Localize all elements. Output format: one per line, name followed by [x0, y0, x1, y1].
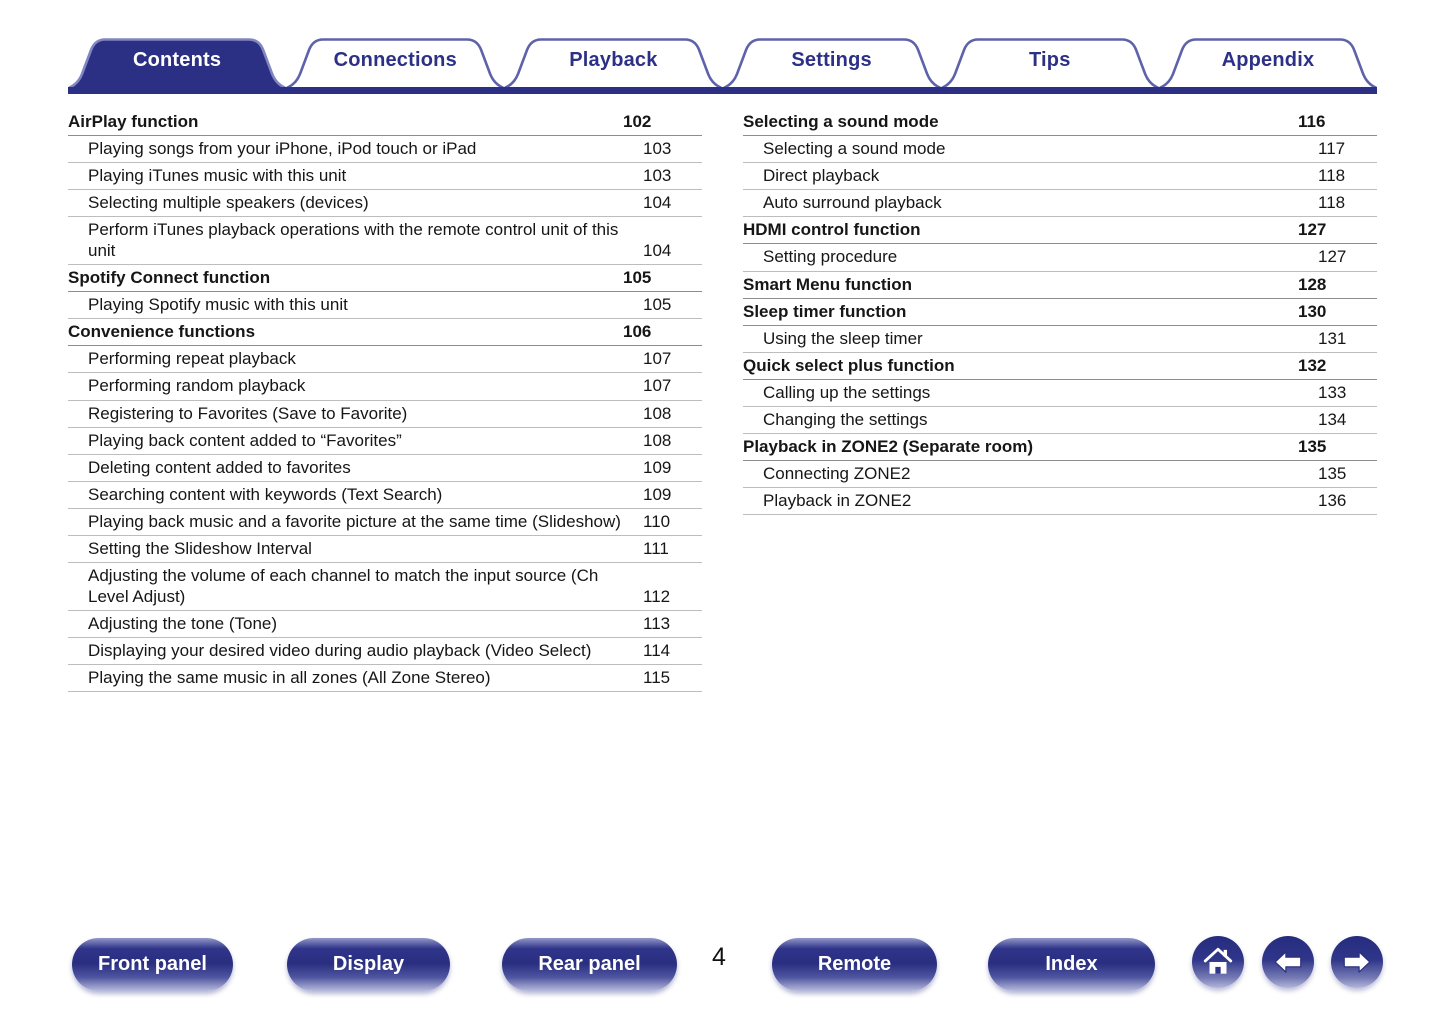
toc-sub-entry[interactable] [743, 190, 1377, 217]
toc-section-entry[interactable] [743, 272, 1377, 299]
toc-entry-page: 115 [643, 667, 671, 687]
toc-section-entry[interactable] [68, 109, 702, 136]
toc-entry-title: Playing the same music in all zones (All Zone Stereo) [88, 667, 491, 687]
toc-entry-page: 106 [623, 322, 652, 342]
toc-sub-entry[interactable] [68, 455, 702, 482]
toc-entry-page: 112 [643, 586, 671, 606]
toc-sub-entry[interactable] [68, 509, 702, 536]
toc-entry-title: Spotify Connect function [68, 268, 271, 288]
toc-sub-entry[interactable] [743, 136, 1377, 163]
toc-entry-page: 110 [643, 511, 671, 531]
toc-sub-entry[interactable] [68, 611, 702, 638]
rear-panel-button[interactable] [502, 938, 677, 991]
toc-sub-entry[interactable] [743, 326, 1377, 353]
toc-sub-entry[interactable] [68, 292, 702, 319]
toc-entry-title: Playing Spotify music with this unit [88, 295, 348, 315]
tab-label: Connections [333, 49, 457, 71]
tab-appendix[interactable] [1159, 36, 1377, 88]
button-label: Rear panel [538, 953, 641, 975]
tab-label: Playback [569, 49, 658, 71]
toc-entry-page: 133 [1318, 382, 1347, 402]
toc-entry-title: Selecting multiple speakers (devices) [88, 193, 369, 213]
toc-entry-page: 111 [643, 539, 669, 558]
forward-arrow-icon[interactable] [1331, 936, 1383, 988]
tab-bar [68, 36, 1377, 88]
toc-sub-entry[interactable] [68, 563, 702, 611]
toc-section-entry[interactable] [68, 265, 702, 292]
toc-column-right [743, 109, 1377, 515]
toc-sub-entry[interactable] [68, 482, 702, 509]
button-label: Index [1045, 953, 1098, 975]
toc-entry-title: Deleting content added to favorites [88, 457, 351, 477]
toc-entry-title: Adjusting the volume of each channel to match the input source (Ch Level Adjust) [88, 566, 599, 606]
toc-entry-page: 117 [1318, 139, 1346, 159]
toc-section-entry[interactable] [743, 109, 1377, 136]
toc-sub-entry[interactable] [743, 407, 1377, 434]
toc-entry-page: 107 [643, 349, 672, 369]
toc-sub-entry[interactable] [68, 536, 702, 563]
toc-entry-page: 132 [1298, 355, 1327, 375]
toc-sub-entry[interactable] [68, 217, 702, 265]
page-number: 4 [712, 943, 726, 971]
toc-entry-page: 114 [643, 640, 671, 660]
toc-entry-page: 103 [643, 139, 672, 159]
toc-entry-title: AirPlay function [68, 112, 199, 131]
toc-entry-page: 109 [643, 457, 672, 477]
home-icon[interactable] [1192, 936, 1244, 988]
toc-entry-page: 130 [1298, 301, 1327, 321]
toc-entry-title: Direct playback [763, 166, 880, 186]
toc-entry-page: 105 [623, 268, 652, 288]
toc-entry-page: 116 [1298, 112, 1326, 131]
toc-entry-page: 127 [1318, 247, 1347, 267]
toc-entry-title: Selecting a sound mode [763, 139, 946, 159]
toc-entry-page: 135 [1298, 437, 1327, 457]
toc-entry-page: 105 [643, 295, 672, 315]
button-label: Display [332, 953, 405, 975]
toc-entry-page: 118 [1318, 193, 1346, 213]
display-button[interactable] [287, 938, 450, 991]
toc-entry-title: Playing back music and a favorite picture at the same time (Slideshow) [88, 511, 621, 531]
toc-entry-page: 128 [1298, 274, 1327, 294]
toc-entry-title: Convenience functions [68, 322, 256, 342]
toc-column-left [68, 109, 702, 692]
toc-entry-title: Playing iTunes music with this unit [88, 166, 347, 186]
toc-section-entry[interactable] [743, 353, 1377, 380]
toc-entry-title: Performing repeat playback [88, 349, 296, 369]
tab-playback[interactable] [504, 36, 722, 88]
toc-sub-entry[interactable] [68, 163, 702, 190]
front-panel-button[interactable] [72, 938, 233, 991]
toc-entry-page: 107 [643, 376, 672, 396]
tab-settings[interactable] [723, 36, 941, 88]
tab-underline-bar [68, 87, 1377, 94]
toc-sub-entry[interactable] [68, 346, 702, 373]
back-arrow-icon[interactable] [1262, 936, 1314, 988]
toc-sub-entry[interactable] [68, 401, 702, 428]
toc-entry-title: Setting procedure [763, 247, 898, 267]
toc-entry-title: Displaying your desired video during audio playback (Video Select) [88, 640, 592, 660]
index-button[interactable] [988, 938, 1155, 991]
toc-entry-title: Playback in ZONE2 [763, 491, 912, 511]
toc-entry-title: Performing random playback [88, 376, 306, 396]
toc-entry-title: Changing the settings [763, 410, 928, 430]
toc-sub-entry[interactable] [743, 461, 1377, 488]
toc-entry-title: Selecting a sound mode [743, 112, 939, 131]
toc-entry-title: Adjusting the tone (Tone) [88, 613, 278, 633]
toc-sub-entry[interactable] [743, 488, 1377, 515]
toc-sub-entry[interactable] [68, 638, 702, 665]
toc-entry-title: Playing back content added to “Favorites” [88, 430, 402, 450]
toc-entry-page: 102 [623, 112, 652, 131]
tab-label: Appendix [1221, 49, 1315, 71]
toc-entry-title: Smart Menu function [743, 274, 913, 294]
toc-entry-title: Setting the Slideshow Interval [88, 539, 312, 558]
toc-section-entry[interactable] [743, 217, 1377, 244]
toc-entry-title: Searching content with keywords (Text Search) [88, 484, 443, 504]
toc-sub-entry[interactable] [68, 373, 702, 400]
toc-entry-title: HDMI control function [743, 220, 921, 240]
toc-sub-entry[interactable] [68, 190, 702, 217]
toc-section-entry[interactable] [68, 319, 702, 346]
toc-entry-title: Using the sleep timer [763, 328, 923, 348]
toc-entry-page: 104 [643, 193, 672, 213]
button-label: Front panel [98, 953, 207, 975]
tab-label: Settings [791, 49, 872, 71]
toc-entry-page: 113 [643, 613, 671, 633]
tab-tips[interactable] [941, 36, 1159, 88]
toc-sub-entry[interactable] [68, 665, 702, 692]
toc-entry-title: Registering to Favorites (Save to Favorite) [88, 403, 408, 423]
toc-entry-page: 118 [1318, 166, 1346, 186]
toc-entry-page: 108 [643, 430, 672, 450]
tab-contents[interactable] [68, 36, 286, 88]
toc-entry-page: 131 [1318, 328, 1347, 348]
tab-label: Contents [132, 49, 222, 71]
toc-entry-page: 127 [1298, 220, 1327, 240]
toc-entry-title: Auto surround playback [763, 193, 942, 213]
toc-entry-title: Perform iTunes playback operations with the remote control unit of this unit [88, 220, 619, 260]
toc-entry-page: 109 [643, 484, 672, 504]
toc-entry-page: 108 [643, 403, 672, 423]
toc-sub-entry[interactable] [743, 380, 1377, 407]
toc-entry-title: Playing songs from your iPhone, iPod touch or iPad [88, 139, 477, 159]
toc-entry-page: 135 [1318, 464, 1347, 484]
tab-label: Tips [1028, 49, 1071, 71]
remote-button[interactable] [772, 938, 937, 991]
toc-sub-entry[interactable] [743, 163, 1377, 190]
toc-entry-page: 104 [643, 240, 672, 260]
toc-entry-title: Playback in ZONE2 (Separate room) [743, 437, 1034, 457]
toc-section-entry[interactable] [743, 299, 1377, 326]
button-label: Remote [817, 953, 892, 975]
toc-section-entry[interactable] [743, 434, 1377, 461]
toc-entry-title: Connecting ZONE2 [763, 464, 911, 484]
tab-connections[interactable] [286, 36, 504, 88]
toc-entry-page: 134 [1318, 410, 1347, 430]
toc-sub-entry[interactable] [743, 244, 1377, 271]
toc-sub-entry[interactable] [68, 136, 702, 163]
toc-sub-entry[interactable] [68, 428, 702, 455]
toc-entry-title: Quick select plus function [743, 355, 955, 375]
toc-entry-title: Calling up the settings [763, 382, 931, 402]
toc-entry-title: Sleep timer function [743, 301, 907, 321]
toc-entry-page: 136 [1318, 491, 1347, 511]
toc-entry-page: 103 [643, 166, 672, 186]
